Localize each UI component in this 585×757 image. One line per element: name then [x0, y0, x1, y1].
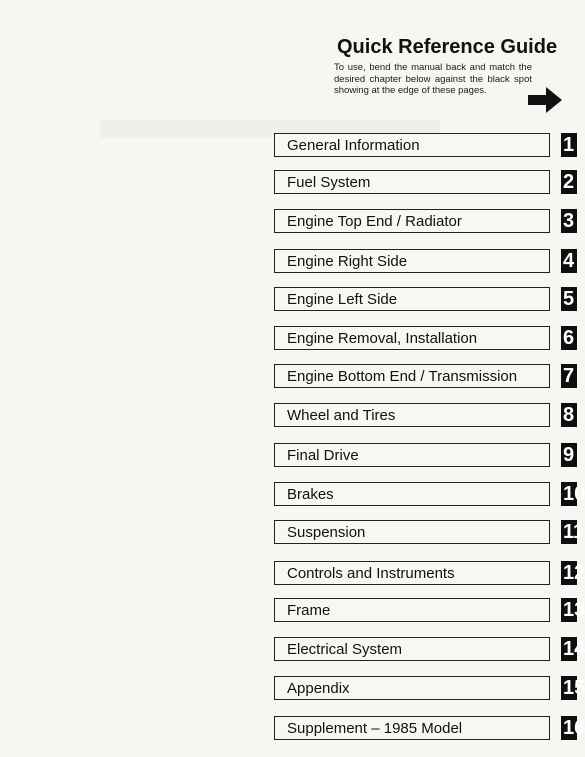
chapter-number: 6 — [563, 327, 575, 349]
chapter-tab — [561, 170, 577, 194]
chapter-number: 2 — [563, 171, 575, 193]
chapter-title: Wheel and Tires — [287, 407, 396, 424]
chapter-row[interactable] — [274, 403, 577, 427]
chapter-title: General Information — [287, 137, 420, 154]
chapter-number: 5 — [563, 288, 575, 310]
chapter-box — [274, 326, 550, 350]
chapter-tab — [561, 364, 577, 388]
chapter-row[interactable] — [274, 326, 577, 350]
chapter-row[interactable] — [274, 561, 585, 585]
chapter-box — [274, 676, 550, 700]
chapter-box — [274, 364, 550, 388]
chapter-box — [274, 520, 550, 544]
chapter-tab — [561, 209, 577, 233]
chapter-tab — [561, 482, 585, 506]
chapter-box — [274, 403, 550, 427]
chapter-title: Engine Left Side — [287, 291, 398, 308]
chapter-number: 10 — [563, 483, 585, 505]
chapter-row[interactable] — [274, 520, 585, 544]
chapter-title: Appendix — [287, 680, 350, 697]
chapter-row[interactable] — [274, 133, 577, 157]
chapter-row[interactable] — [274, 482, 585, 506]
chapter-row[interactable] — [274, 676, 585, 700]
chapter-box — [274, 482, 550, 506]
chapter-box — [274, 598, 550, 622]
chapter-tab — [561, 676, 585, 700]
chapter-tab — [561, 598, 585, 622]
chapter-number: 14 — [563, 638, 585, 660]
chapter-number: 3 — [563, 210, 575, 232]
chapter-title: Final Drive — [287, 447, 359, 464]
chapter-tab — [561, 133, 577, 157]
chapter-row[interactable] — [274, 287, 577, 311]
chapter-row[interactable] — [274, 637, 585, 661]
chapter-box — [274, 287, 550, 311]
chapter-number: 15 — [563, 677, 585, 699]
chapter-box — [274, 209, 550, 233]
chapter-row[interactable] — [274, 249, 577, 273]
chapter-title: Fuel System — [287, 174, 371, 191]
chapter-row[interactable] — [274, 443, 577, 467]
chapter-number: 13 — [563, 599, 585, 621]
chapter-title: Engine Right Side — [287, 253, 408, 270]
chapter-box — [274, 170, 550, 194]
chapter-title: Electrical System — [287, 641, 403, 658]
chapter-number: 12 — [563, 562, 585, 584]
chapter-box — [274, 637, 550, 661]
chapter-row[interactable] — [274, 364, 577, 388]
chapter-tab — [561, 326, 577, 350]
chapter-tab — [561, 443, 577, 467]
chapter-box — [274, 249, 550, 273]
chapter-row[interactable] — [274, 598, 585, 622]
chapter-box — [274, 443, 550, 467]
chapter-number: 7 — [563, 365, 575, 387]
chapter-tab — [561, 637, 585, 661]
chapter-row[interactable] — [274, 170, 577, 194]
chapter-number: 9 — [563, 444, 575, 466]
chapter-title: Brakes — [287, 486, 334, 503]
chapter-box — [274, 133, 550, 157]
chapter-title: Frame — [287, 602, 331, 619]
chapter-number: 11 — [563, 521, 585, 543]
chapter-box — [274, 716, 550, 740]
chapter-tab — [561, 561, 585, 585]
chapter-number: 8 — [563, 404, 575, 426]
chapter-tab — [561, 287, 577, 311]
chapter-row[interactable] — [274, 209, 577, 233]
chapter-number: 4 — [563, 250, 575, 272]
chapter-title: Engine Top End / Radiator — [287, 213, 462, 230]
page-title: Quick Reference Guide — [337, 36, 558, 58]
chapter-box — [274, 561, 550, 585]
chapter-title: Supplement – 1985 Model — [287, 720, 463, 737]
chapter-number: 1 — [563, 134, 575, 156]
chapter-title: Suspension — [287, 524, 366, 541]
chapter-tab — [561, 403, 577, 427]
chapter-tab — [561, 249, 577, 273]
chapter-number: 16 — [563, 717, 585, 739]
instructions-text: To use, bend the manual back and match the desired chapter below against the black spot showing at the edge of these pages. — [334, 62, 532, 97]
chapter-row[interactable] — [274, 716, 585, 740]
chapter-title: Controls and Instruments — [287, 565, 455, 582]
chapter-tab — [561, 520, 585, 544]
chapter-tab — [561, 716, 585, 740]
chapter-title: Engine Removal, Installation — [287, 330, 478, 347]
chapter-title: Engine Bottom End / Transmission — [287, 368, 518, 385]
